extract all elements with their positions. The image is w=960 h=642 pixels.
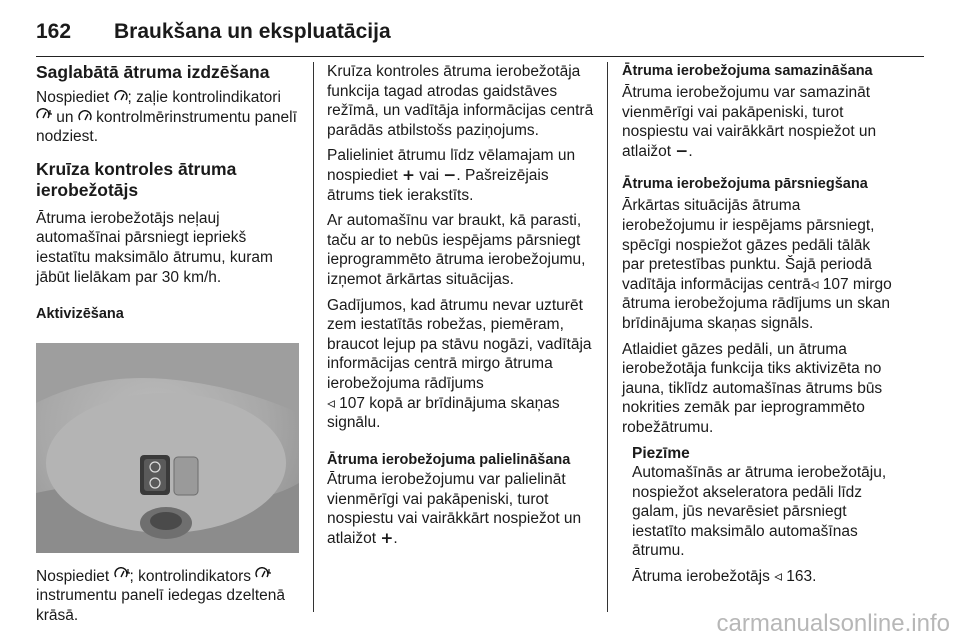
page-ref[interactable]: 163. — [781, 568, 817, 586]
minus-icon: − — [443, 165, 457, 184]
heading-increase-limit: Ātruma ierobežojuma palielināšana — [327, 451, 571, 468]
limiter-indicator-icon — [255, 567, 271, 581]
column-2 — [327, 62, 595, 555]
page-ref-arrow-icon: ◃ — [810, 274, 819, 293]
note-text: Automašīnās ar ātruma ierobežotāju, nospiežot akseleratora pedāli līdz galam, jūs nevarēsiet pārsniegt iestatīto maksimālo automašīnas ātrumu. — [632, 464, 887, 560]
paragraph-release: Atlaidiet gāzes pedāli, un ātruma ierobežotāja funkcija tiks aktivizēta no jauna, tiklīdz automašīnas ātrums būs nokrities zemāk par ieprogrammēto robežātrumu. — [622, 340, 883, 436]
heading-exceed-limit: Ātruma ierobežojuma pārsniegšana — [622, 176, 868, 193]
paragraph-decrease: Ātruma ierobežojumu var samazināt vienmērīgi vai pakāpeniski, turot nospiestu vai vairākkārt nospiežot un atlaižot −. — [622, 84, 877, 160]
paragraph-after-photo: Nospiediet ; kontrolindikators instrumentu panelī iedegas dzeltenā krāsā. — [36, 567, 286, 624]
page-header — [36, 16, 924, 57]
limiter-indicator-icon — [36, 108, 52, 122]
page-ref[interactable]: 107 — [334, 394, 365, 412]
heading-delete-speed: Saglabātā ātruma izdzēšana — [36, 62, 270, 82]
paragraph-standby: Kruīza kontroles ātruma ierobežotāja funkcija tagad atrodas gaidstāves režīmā, un vadītāja informācijas centrā parādās atbilstošs paziņojums. — [327, 63, 594, 139]
page-title: Braukšana un ekspluatācija — [114, 20, 391, 43]
watermark: carmanualsonline.info — [716, 610, 950, 637]
paragraph-exceed: Ārkārtas situācijās ātruma ierobežojumu ir iespējams pārsniegt, spēcīgi nospiežot gāzes pedāli tālāk par pretestības punktu. Šajā periodā vadītāja informācijas centrā◃ 107 mirgo ātruma ierobežojuma rādījums un skan brīdinājuma skaņas signāls. — [622, 197, 892, 332]
dashboard-switch-photo — [36, 343, 299, 553]
heading-activation: Aktivizēšana — [36, 306, 124, 323]
limiter-button-icon — [114, 90, 128, 102]
paragraph-downhill: Gadījumos, kad ātrumu nevar uzturēt zem iestatītās robežas, piemēram, braucot lejup pa stāvu nogāzi, vadītāja informācijas centrā mirgo ātruma ierobežojuma rādījums ◃ 107 kopā ar brīdinājuma skaņas signālu. — [327, 296, 592, 432]
plus-icon: + — [380, 529, 394, 548]
page-ref[interactable]: 107 — [818, 275, 849, 293]
switch-panel-illustration — [36, 343, 299, 553]
limiter-indicator-icon — [114, 567, 130, 581]
paragraph-driving: Ar automašīnu var braukt, kā parasti, taču ar to nebūs iespējams pārsniegt ieprogrammēto ātruma ierobežojumu, izņemot ārkārtas situācijas. — [327, 212, 586, 288]
paragraph-increase: Ātruma ierobežojumu var palielināt vienmērīgi vai pakāpeniski, turot nospiestu vai vairākkārt nospiežot un atlaižot +. — [327, 471, 582, 548]
heading-decrease-limit: Ātruma ierobežojuma samazināšana — [622, 63, 873, 79]
page-number: 162 — [36, 20, 72, 43]
note-box — [632, 444, 892, 587]
column-1 — [36, 62, 301, 632]
note-title: Piezīme — [632, 444, 690, 462]
column-divider — [607, 62, 608, 612]
paragraph-set-speed: Palieliniet ātrumu līdz vēlamajam un nospiediet + vai −. Pašreizējais ātrums tiek ierakstīts. — [327, 147, 576, 204]
plus-icon: + — [401, 165, 415, 184]
heading-speed-limiter: Kruīza kontroles ātruma ierobežotājs — [36, 158, 237, 200]
paragraph-limiter: Ātruma ierobežotājs neļauj automašīnai pārsniegt iepriekš iestatītu maksimālo ātrumu, kuram jābūt lielākam par 30 km/h. — [36, 209, 273, 286]
page-ref-arrow-icon: ◃ — [327, 393, 335, 412]
column-divider — [313, 62, 314, 612]
paragraph-limiter-ref: Ātruma ierobežotājs ◃ 163. — [632, 567, 817, 586]
column-3 — [622, 62, 892, 593]
limiter-button-icon — [78, 110, 92, 122]
minus-icon: − — [675, 141, 689, 160]
page-ref-arrow-icon: ◃ — [774, 567, 782, 586]
paragraph-delete: Nospiediet ; zaļie kontrolindikatori un kontrolmērinstrumentu panelī nodziest. — [36, 89, 297, 146]
